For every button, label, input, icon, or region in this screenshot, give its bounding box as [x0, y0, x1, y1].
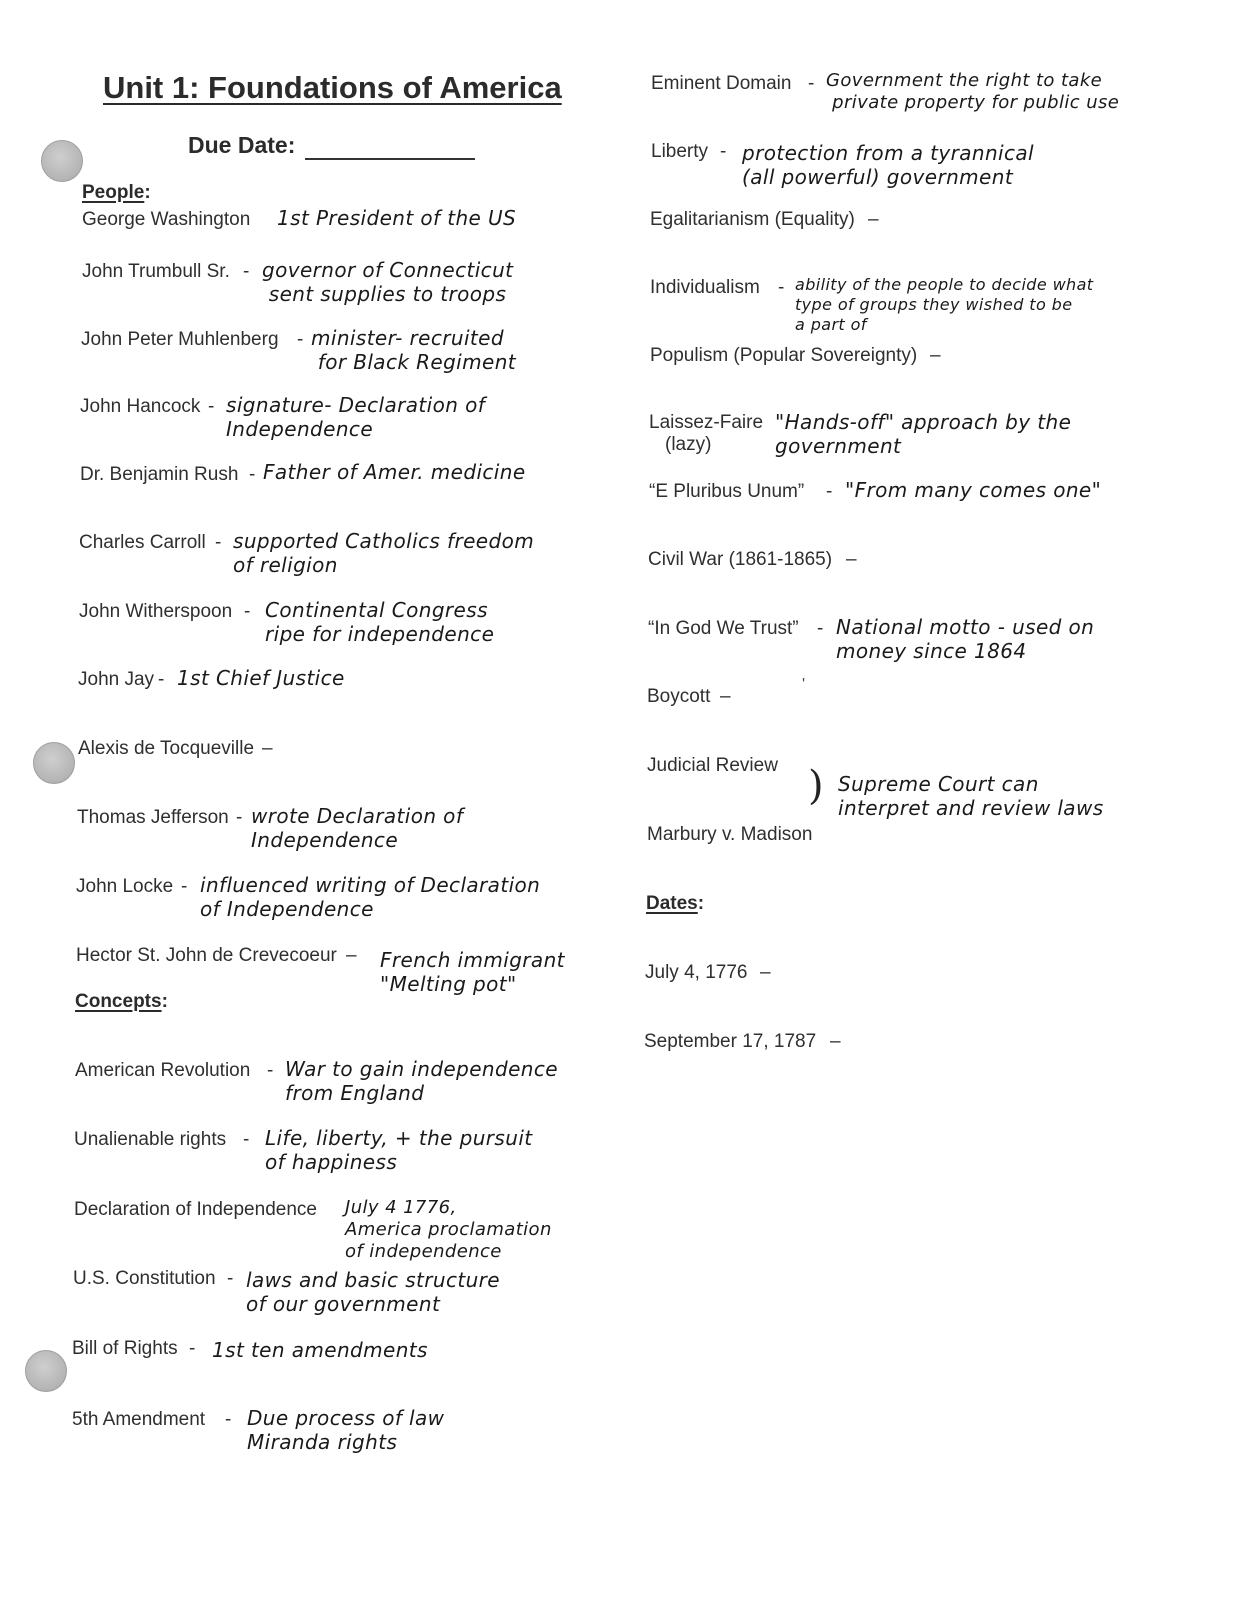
term-dash: - — [181, 876, 188, 897]
page-title: Unit 1: Foundations of America — [103, 70, 562, 105]
term-dash: - — [808, 73, 815, 94]
term-september-17-1787: September 17, 1787 — [644, 1031, 817, 1052]
term-july-4-1776: July 4, 1776 — [645, 962, 748, 983]
term-us-constitution: U.S. Constitution — [73, 1268, 216, 1289]
term-boycott: Boycott — [647, 686, 711, 707]
answer-individualism: ability of the people to decide what type of groups they wished to be a part of — [795, 275, 1094, 334]
answer-charles-carroll: supported Catholics freedom of religion — [233, 529, 535, 577]
term-egalitarianism: Egalitarianism (Equality) — [650, 209, 855, 230]
term-laissez-faire: Laissez-Faire — [649, 412, 764, 433]
term-liberty: Liberty — [651, 141, 709, 162]
term-dash: - — [244, 601, 251, 622]
term-dash: - — [208, 396, 215, 417]
section-concepts: Concepts: — [75, 991, 168, 1012]
answer-declaration-of-independence: July 4 1776, America proclamation of independence — [345, 1197, 552, 1262]
term-thomas-jefferson: Thomas Jefferson — [77, 807, 229, 828]
term-john-jay: John Jay — [78, 669, 155, 690]
term-dash: - — [297, 329, 304, 350]
section-dates: Dates: — [646, 893, 705, 914]
term-john-peter-muhlenberg: John Peter Muhlenberg — [81, 329, 279, 350]
term-marbury-v-madison: Marbury v. Madison — [647, 824, 813, 845]
due-date-blank — [305, 158, 475, 160]
term-john-hancock: John Hancock — [80, 396, 201, 417]
answer-judicial-review-marbury: Supreme Court can interpret and review laws — [838, 772, 1104, 820]
term-dash: - — [225, 1409, 232, 1430]
term-in-god-we-trust: “In God We Trust” — [648, 618, 799, 639]
answer-liberty: protection from a tyrannical (all powerful) government — [742, 141, 1034, 189]
term-dash: – — [262, 738, 273, 759]
term-dash: – — [760, 962, 771, 983]
term-dash: – — [846, 549, 857, 570]
answer-5th-amendment: Due process of law Miranda rights — [247, 1406, 445, 1454]
term-dash: – — [868, 209, 879, 230]
term-dash: - — [227, 1268, 234, 1289]
answer-bill-of-rights: 1st ten amendments — [212, 1338, 428, 1362]
term-declaration-of-independence: Declaration of Independence — [74, 1199, 317, 1220]
answer-us-constitution: laws and basic structure of our government — [246, 1268, 501, 1316]
answer-eminent-domain: Government the right to take private property for public use — [826, 70, 1120, 113]
answer-john-trumbull: governor of Connecticut sent supplies to troops — [262, 258, 514, 306]
term-benjamin-rush: Dr. Benjamin Rush — [80, 464, 239, 485]
answer-john-locke: influenced writing of Declaration of Independence — [200, 873, 541, 921]
answer-john-witherspoon: Continental Congress ripe for independence — [265, 598, 495, 646]
answer-hector-de-crevecoeur: French immigrant "Melting pot" — [380, 948, 565, 996]
section-people: People: — [82, 182, 151, 203]
term-dash: - — [249, 464, 256, 485]
answer-thomas-jefferson: wrote Declaration of Independence — [251, 804, 464, 852]
term-civil-war: Civil War (1861-1865) — [648, 549, 833, 570]
punch-hole-middle — [33, 742, 75, 784]
answer-john-peter-muhlenberg: minister- recruited for Black Regiment — [311, 326, 517, 374]
term-american-revolution: American Revolution — [75, 1060, 251, 1081]
term-dash: - — [778, 277, 785, 298]
term-george-washington: George Washington — [82, 209, 251, 230]
bracket-mark: ) — [808, 763, 824, 809]
answer-john-hancock: signature- Declaration of Independence — [226, 393, 486, 441]
pen-mark: ' — [802, 676, 806, 693]
term-alexis-de-tocqueville: Alexis de Tocqueville — [78, 738, 255, 759]
term-dash: - — [243, 261, 250, 282]
term-dash: – — [830, 1031, 841, 1052]
answer-john-jay: 1st Chief Justice — [177, 666, 345, 690]
answer-american-revolution: War to gain independence from England — [285, 1057, 558, 1105]
term-dash: - — [817, 618, 824, 639]
term-laissez-faire-note: (lazy) — [665, 434, 712, 455]
term-john-trumbull: John Trumbull Sr. — [82, 261, 230, 282]
term-dash: - — [236, 807, 243, 828]
term-dash: - — [243, 1129, 250, 1150]
answer-george-washington: 1st President of the US — [277, 206, 517, 230]
due-date-label: Due Date: — [188, 132, 296, 158]
term-eminent-domain: Eminent Domain — [651, 73, 792, 94]
term-unalienable-rights: Unalienable rights — [74, 1129, 227, 1150]
term-dash: – — [346, 945, 357, 966]
term-individualism: Individualism — [650, 277, 760, 298]
answer-laissez-faire: "Hands-off" approach by the government — [775, 410, 1072, 458]
term-judicial-review: Judicial Review — [647, 755, 778, 776]
term-dash: - — [720, 141, 727, 162]
term-dash: - — [158, 669, 165, 690]
term-5th-amendment: 5th Amendment — [72, 1409, 206, 1430]
term-bill-of-rights: Bill of Rights — [72, 1338, 178, 1359]
term-dash: – — [930, 345, 941, 366]
answer-in-god-we-trust: National motto - used on money since 1864 — [836, 615, 1095, 663]
term-hector-de-crevecoeur: Hector St. John de Crevecoeur — [76, 945, 337, 966]
punch-hole-bottom — [25, 1350, 67, 1392]
answer-benjamin-rush: Father of Amer. medicine — [263, 460, 526, 484]
answer-unalienable-rights: Life, liberty, + the pursuit of happiness — [265, 1126, 533, 1174]
term-dash: – — [720, 686, 731, 707]
term-dash: - — [189, 1338, 196, 1359]
term-dash: - — [215, 532, 222, 553]
term-dash: - — [826, 481, 833, 502]
term-charles-carroll: Charles Carroll — [79, 532, 206, 553]
term-e-pluribus-unum: “E Pluribus Unum” — [649, 481, 805, 502]
answer-e-pluribus-unum: "From many comes one" — [845, 478, 1102, 502]
term-dash: - — [267, 1060, 274, 1081]
term-john-witherspoon: John Witherspoon — [79, 601, 233, 622]
term-populism: Populism (Popular Sovereignty) — [650, 345, 918, 366]
term-john-locke: John Locke — [76, 876, 174, 897]
punch-hole-top — [41, 140, 83, 182]
